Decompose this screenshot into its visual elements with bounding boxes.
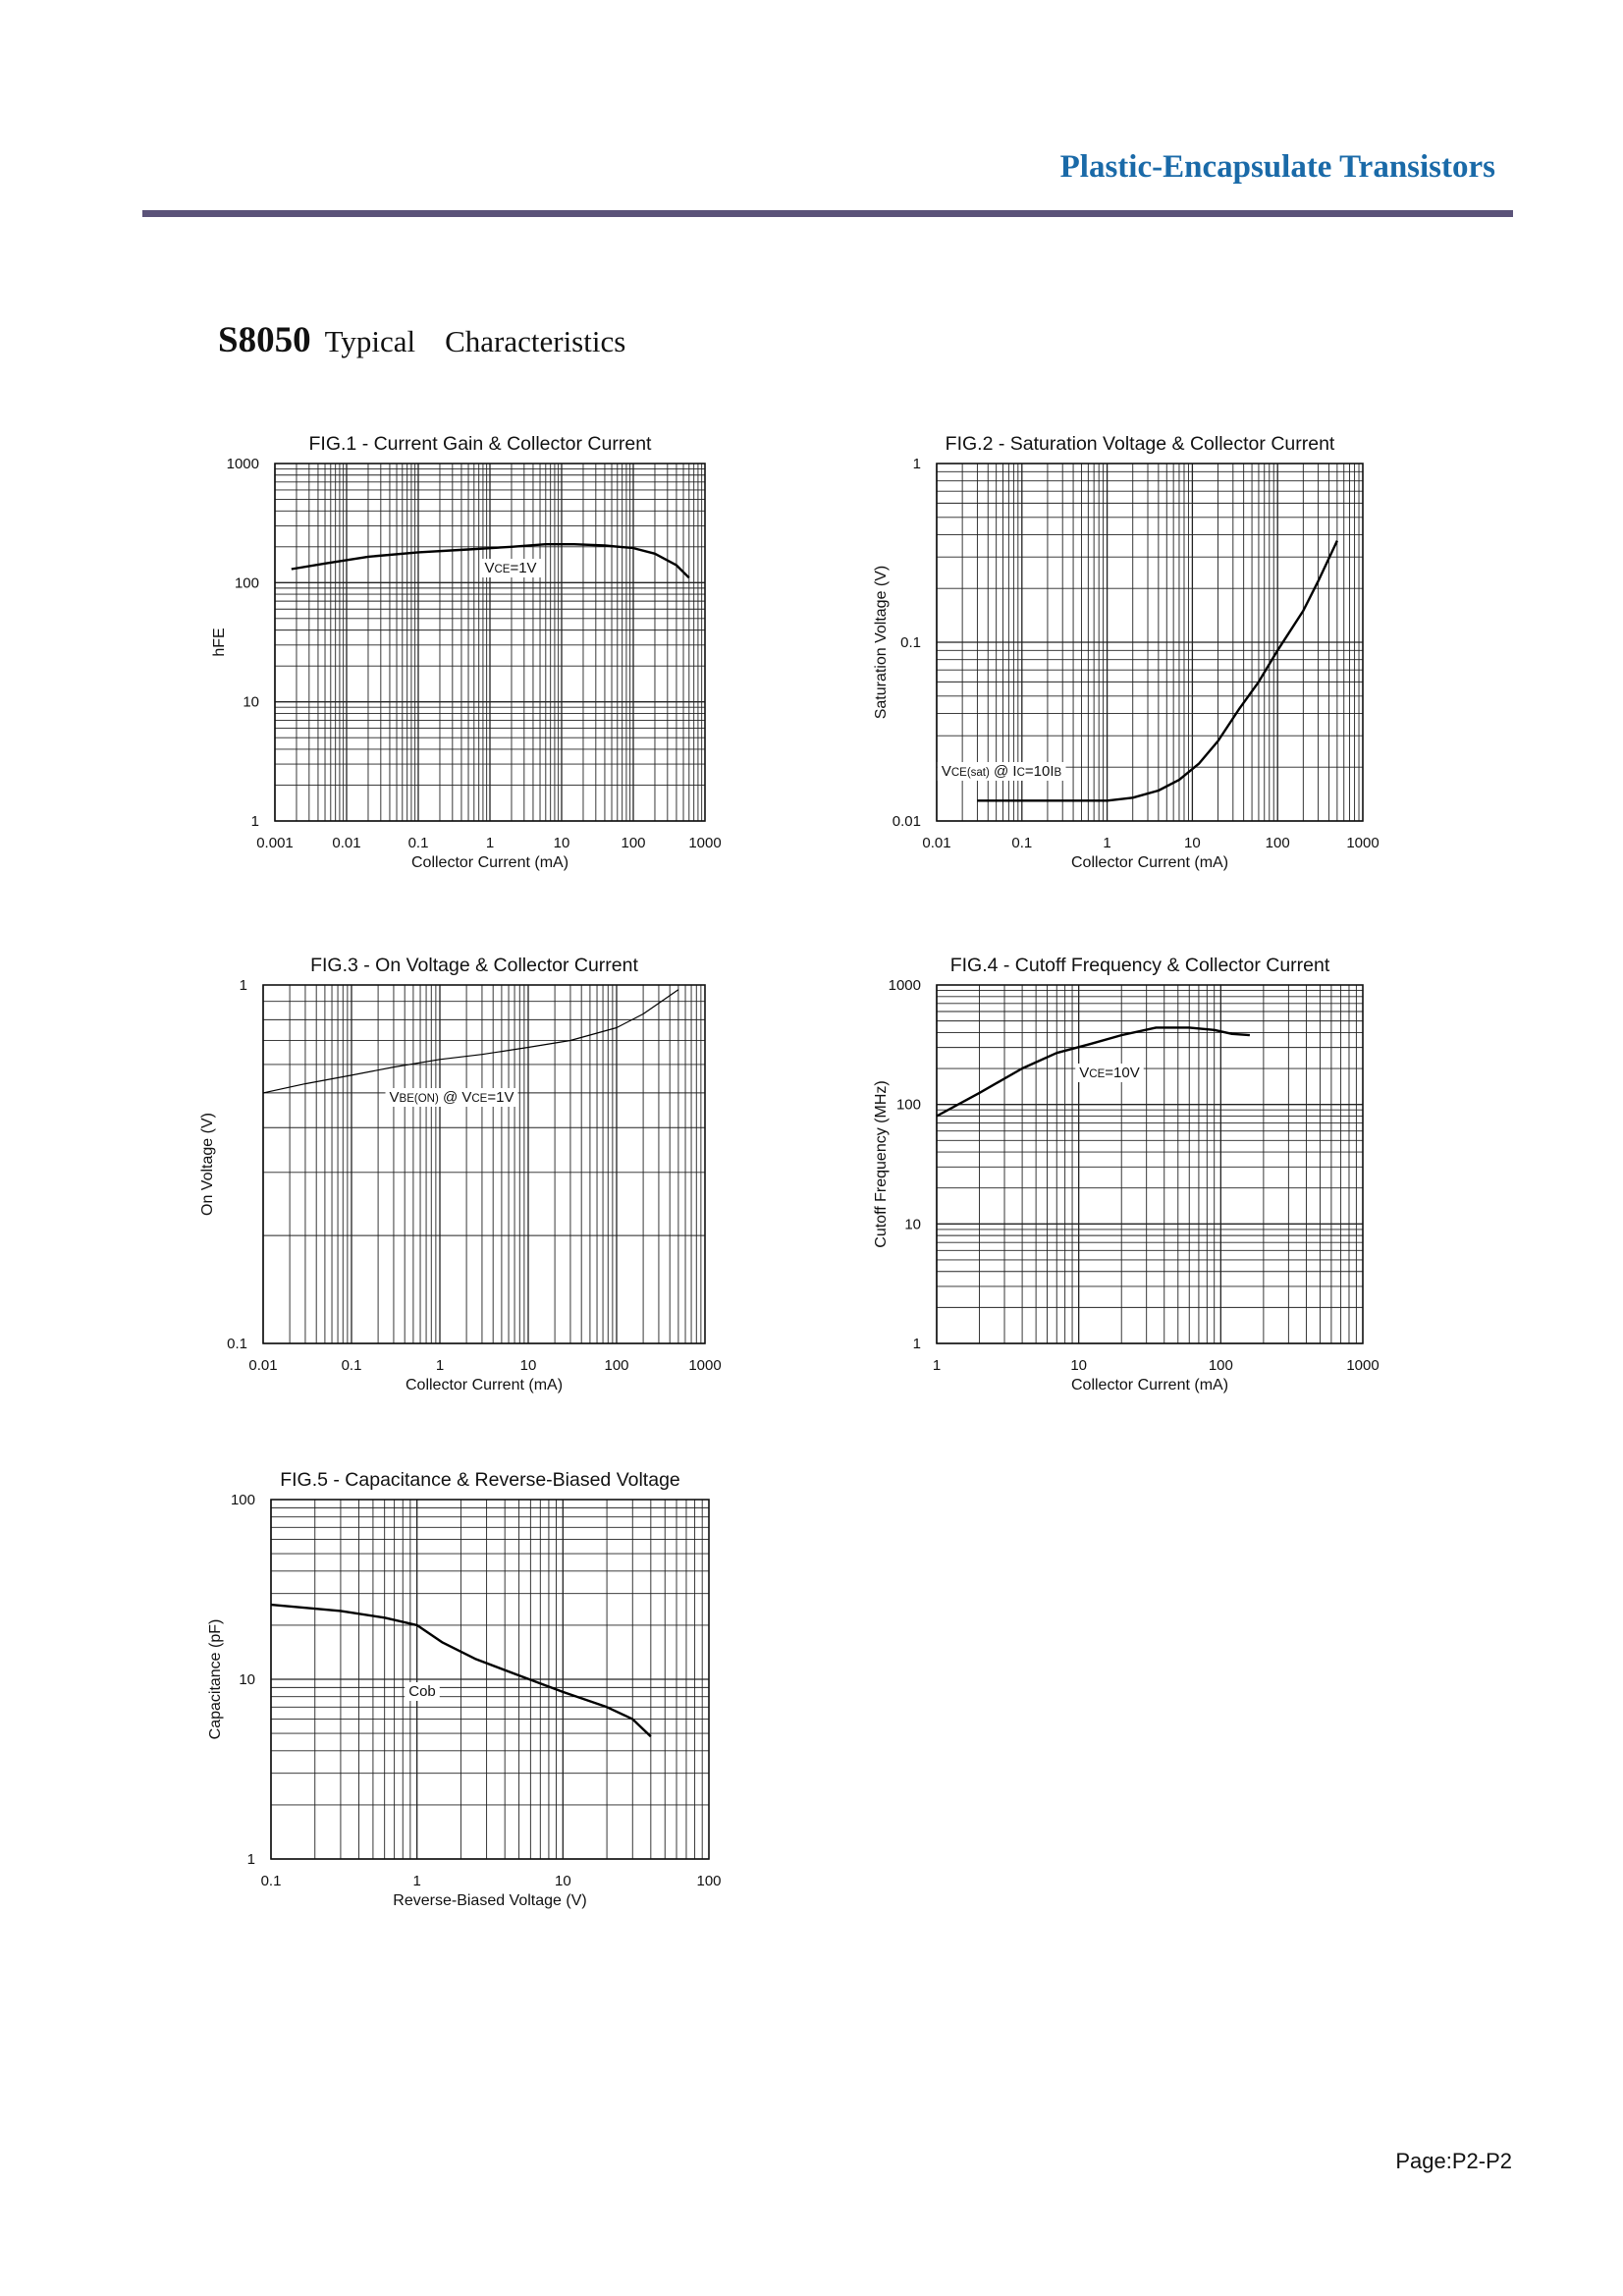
x-tick-label: 100 [604,1357,629,1374]
annotation-part: V [1079,1065,1090,1081]
y-tick-label: 100 [234,574,259,592]
annotation-subscript: CE [471,1093,488,1105]
annotation-part: =10I [1024,763,1055,780]
y-tick-label: 1000 [888,977,921,994]
y-tick-label: 10 [239,1671,255,1688]
y-tick-label: 0.1 [227,1336,247,1352]
chart-title: FIG.4 - Cutoff Frequency & Collector Current [949,955,1330,976]
annotation-text [408,1683,436,1700]
annotation-part: V [389,1089,400,1106]
chart-title: FIG.3 - On Voltage & Collector Current [310,955,638,976]
annotation-part: V [484,560,495,576]
annotation-part: =1V [487,1089,514,1106]
section-word-characteristics: Characteristics [445,324,626,358]
annotation-subscript: BE(ON) [399,1093,439,1105]
x-tick-label: 0.01 [922,835,951,851]
fig2-chart [873,433,1380,871]
y-axis-label: hFE [211,628,228,657]
y-tick-label: 10 [243,693,259,711]
y-tick-label: 1 [912,456,921,472]
header-title: Plastic-Encapsulate Transistors [1059,149,1495,185]
annotation-subscript: CE [1089,1068,1106,1080]
plot-frame [937,985,1363,1343]
x-tick-label: 10 [519,1357,537,1374]
annotation-part: @ I [989,763,1017,780]
x-axis-label: Collector Current (mA) [1070,854,1229,871]
x-tick-label: 1 [412,1873,421,1889]
annotation-part: V [941,763,951,780]
y-axis-label: Cutoff Frequency (MHz) [873,1080,890,1248]
annotation-label [938,762,1066,781]
series-line [977,541,1337,801]
page-number: Page:P2-P2 [1395,2149,1512,2173]
y-tick-label: 0.01 [892,813,921,830]
x-tick-label: 10 [1070,1357,1088,1374]
y-tick-label: 100 [230,1492,255,1508]
x-tick-label: 0.01 [248,1357,278,1374]
annotation-subscript: B [1054,767,1062,779]
x-tick-label: 1000 [1346,1357,1380,1374]
y-tick-label: 1 [239,977,247,994]
y-tick-label: 0.1 [900,634,921,651]
x-tick-label: 0.1 [407,835,429,851]
x-tick-label: 0.1 [260,1873,282,1889]
part-number: S8050 [218,320,311,360]
x-tick-label: 10 [553,835,570,851]
x-tick-label: 1000 [688,1357,722,1374]
x-tick-label: 100 [696,1873,722,1889]
annotation-subscript: CE(sat) [950,767,990,779]
x-tick-label: 1 [435,1357,445,1374]
x-tick-label: 10 [1184,835,1201,851]
y-axis-label: Saturation Voltage (V) [873,565,890,720]
x-tick-label: 1000 [1346,835,1380,851]
chart-title: FIG.5 - Capacitance & Reverse-Biased Voltage [280,1469,680,1491]
annotation-text [1079,1065,1139,1081]
annotation-text [484,560,536,576]
annotation-label [480,559,540,577]
y-tick-label: 1 [250,813,259,830]
fig4-chart [873,955,1380,1394]
y-tick-label: 10 [904,1216,921,1233]
x-tick-label: 0.1 [1011,835,1033,851]
annotation-part: @ V [438,1089,472,1106]
chart-title: FIG.2 - Saturation Voltage & Collector Current [945,433,1335,455]
annotation-part: Cob [408,1683,436,1700]
x-tick-label: 100 [1208,1357,1233,1374]
annotation-part: =1V [510,560,537,576]
annotation-label [1075,1064,1143,1082]
y-tick-label: 1 [246,1851,255,1868]
fig1-chart [211,433,722,871]
x-tick-label: 100 [1265,835,1290,851]
x-tick-label: 1 [1103,835,1111,851]
annotation-subscript: C [1016,767,1025,779]
annotation-label [386,1088,518,1107]
x-tick-label: 100 [621,835,646,851]
fig3-chart [199,955,722,1394]
x-axis-label: Collector Current (mA) [405,1377,564,1394]
x-tick-label: 1 [485,835,495,851]
section-word-typical: Typical [324,324,416,358]
y-tick-label: 1000 [226,456,259,472]
annotation-label [405,1682,440,1701]
x-axis-label: Collector Current (mA) [1070,1377,1229,1394]
y-axis-label: On Voltage (V) [199,1113,216,1216]
annotation-part: =10V [1105,1065,1140,1081]
x-axis-label: Collector Current (mA) [410,854,569,871]
y-axis-label: Capacitance (pF) [207,1618,224,1740]
plot-frame [263,985,705,1343]
y-tick-label: 1 [912,1336,921,1352]
y-tick-label: 100 [895,1096,921,1114]
x-tick-label: 0.1 [341,1357,362,1374]
x-tick-label: 1000 [688,835,722,851]
x-axis-label: Reverse-Biased Voltage (V) [393,1892,587,1909]
x-tick-label: 0.01 [332,835,361,851]
annotation-subscript: CE [494,564,511,575]
chart-title: FIG.1 - Current Gain & Collector Current [308,433,652,455]
x-tick-label: 1 [932,1357,942,1374]
x-tick-label: 0.001 [256,835,294,851]
fig5-chart [207,1469,722,1909]
x-tick-label: 10 [554,1873,571,1889]
